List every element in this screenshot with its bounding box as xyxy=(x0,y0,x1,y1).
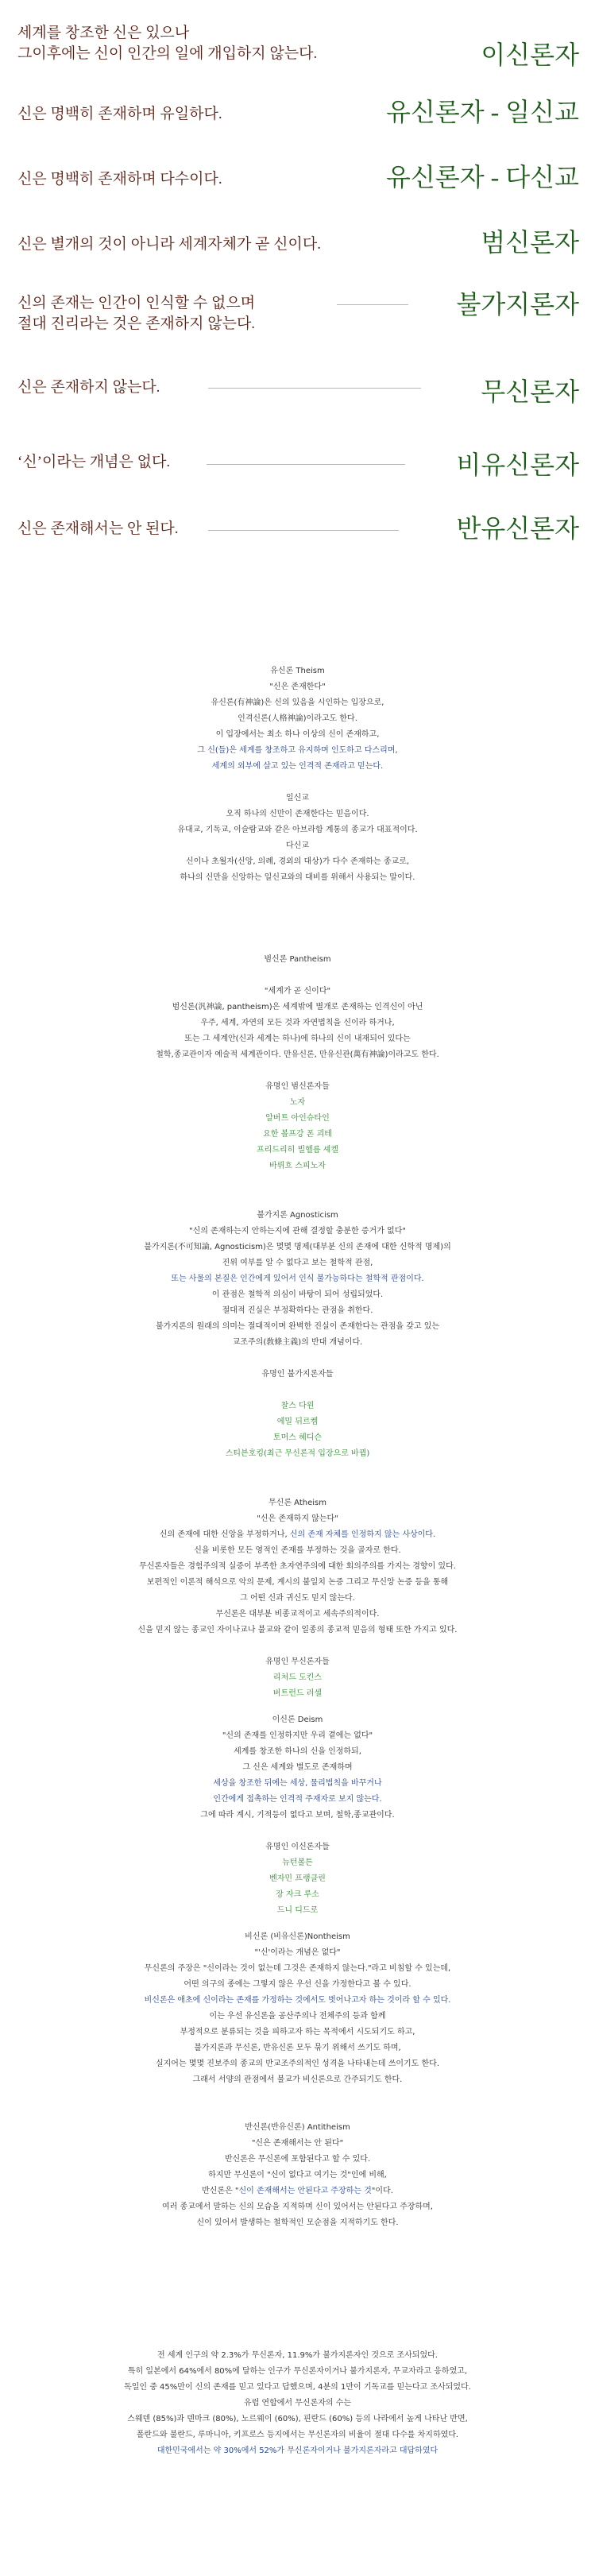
definition-desc: 그이후에는 신이 인간의 일에 개입하지 않는다. xyxy=(17,45,318,62)
text-line: 전 세계 인구의 약 2.3%가 무신론자, 11.9%가 불가지론자인 것으로 조사되었다. xyxy=(157,2351,438,2360)
text-line: 반신론은 무신론에 포함된다고 할 수 있다. xyxy=(224,2155,371,2164)
highlight-span: 신의 존재 자체를 인정하지 않는 사상이다. xyxy=(289,1530,436,1539)
definition-desc: 신은 별개의 것이 아니라 세계자체가 곧 신이다. xyxy=(17,236,321,253)
famous-person: 알버트 아인슈타인 xyxy=(265,1114,330,1123)
section-quote: "신은 존재하지 않는다" xyxy=(257,1514,338,1523)
text-line: 우주, 세계, 자연의 모든 것과 자연법칙을 신이라 하거나, xyxy=(200,1019,395,1027)
section-quote: "신은 존재한다" xyxy=(269,683,326,691)
definition-desc: 신의 존재는 인간이 인식할 수 없으며 xyxy=(17,295,256,311)
definition-desc: 세계를 창조한 신은 있으나 xyxy=(17,25,190,41)
text-line: 하나의 신만을 신앙하는 일신교와의 대비를 위해서 사용되는 말이다. xyxy=(180,873,415,882)
section-title: 비신론 (비유신론)Nontheism xyxy=(245,1932,350,1941)
famous-title: 유명인 불가지론자들 xyxy=(261,1370,334,1379)
famous-person: 버트런드 러셀 xyxy=(272,1689,323,1698)
famous-person: 바뤼흐 스피노자 xyxy=(269,1162,326,1170)
text-line: 신을 비롯한 모든 영적인 존재를 부정하는 것을 골자로 한다. xyxy=(194,1546,401,1555)
highlight-line: 대한민국에서는 약 30%에서 52%가 무신론자이거나 불가지론자라고 대답하였다 xyxy=(156,2446,439,2455)
text-line: 오직 하나의 신만이 존재한다는 믿음이다. xyxy=(226,810,369,818)
definition-desc: 신은 명백히 존재하며 유일하다. xyxy=(17,106,222,122)
text-line: 범신론(汎神論, pantheism)은 세계밖에 별개로 존재하는 인격신이 아닌 xyxy=(172,1003,423,1011)
text-line: 또는 그 세계안(신과 세계는 하나)에 하나의 신이 내재되어 있다는 xyxy=(184,1035,411,1043)
definition-desc: ‘신’이라는 개념은 없다. xyxy=(17,454,171,470)
text-line: 특히 일본에서 64%에서 80%에 달하는 인구가 무신론자이거나 불가지론자, 무교자라고 응하였고, xyxy=(127,2367,468,2376)
divider-line xyxy=(337,304,408,305)
text-line: 그에 따라 계시, 기적등이 없다고 보며, 철학,종교관이다. xyxy=(200,1811,395,1820)
text-line: 불가지론과 무신론, 반유신론 모두 묶기 위해서 쓰기도 하며, xyxy=(194,2044,401,2052)
definition-desc: 신은 존재해서는 안 된다. xyxy=(17,520,179,537)
famous-title: 유명인 이신론자들 xyxy=(265,1843,330,1851)
highlight-line: 또는 사물의 본질은 인간에게 있어서 인식 불가능하다는 철학적 관점이다. xyxy=(171,1274,424,1283)
section-title: 반신론(반유신론) Antitheism xyxy=(245,2123,350,2132)
section-statistics xyxy=(0,2348,595,2459)
divider-line xyxy=(208,388,421,389)
definition-polytheist xyxy=(17,159,579,199)
section-title: 유신론 Theism xyxy=(270,667,325,675)
definition-atheist xyxy=(17,367,579,407)
text-line-mixed xyxy=(0,2183,595,2199)
definition-desc: 절대 진리라는 것은 존재하지 않는다. xyxy=(17,315,256,332)
text-span: 신의 존재에 대한 신앙을 부정하거나, xyxy=(159,1530,290,1539)
definition-agnostic xyxy=(17,286,579,350)
famous-person: 토머스 헤디슨 xyxy=(272,1433,323,1442)
text-line: 유신론(有神論)은 신의 있음을 시인하는 입장으로, xyxy=(211,698,384,707)
text-line: 신을 믿지 않는 종교인 자이나교나 불교와 같이 일종의 종교적 믿음의 형태 또한 가지고 있다. xyxy=(137,1626,458,1634)
section-pantheism xyxy=(0,952,595,1174)
text-line: 불가지론(不可知論, Agnosticism)은 몇몇 명제(대부분 신의 존재에 대한 신학적 명제)의 xyxy=(144,1243,451,1251)
text-line: 진위 여부를 알 수 없다고 보는 철학적 관점, xyxy=(222,1259,373,1267)
section-title: 무신론 Atheism xyxy=(269,1499,326,1507)
famous-person: 뉴턴볼튼 xyxy=(282,1859,313,1867)
highlight-line: 세상을 창조한 뒤에는 세상, 물리법칙을 바꾸거나 xyxy=(213,1779,382,1788)
definition-desc: 신은 존재하지 않는다. xyxy=(17,379,160,396)
famous-person: 노자 xyxy=(289,1098,306,1107)
definition-pantheist xyxy=(17,224,579,264)
text-line: 절대적 진실은 부정확하다는 관점을 취한다. xyxy=(222,1306,373,1315)
famous-person: 찰스 다윈 xyxy=(280,1402,315,1410)
definition-term: 불가지론자 xyxy=(456,290,579,319)
section-quote: "신의 존재를 인정하지만 우리 곁에는 없다" xyxy=(222,1731,373,1740)
text-line: 독일인 중 45%만이 신의 존재를 믿고 있다고 답했으며, 4분의 1만이 기독교를 믿는다고 조사되었다. xyxy=(124,2383,471,2392)
definition-term: 범신론자 xyxy=(481,228,579,257)
text-line: 세계를 창조한 하나의 신을 인정하되, xyxy=(234,1747,361,1756)
definition-term: 유신론자 - 다신교 xyxy=(385,163,579,191)
famous-person: 리처드 도킨스 xyxy=(272,1673,323,1682)
text-line: 철학,종교관이자 예술적 세계관이다. 만유신론, 만유신관(萬有神論)이라고도 한다. xyxy=(156,1050,439,1059)
famous-person: 스티븐호킹(최근 무신론적 입장으로 바뀜) xyxy=(225,1449,370,1458)
definition-term: 유신론자 - 일신교 xyxy=(385,98,579,126)
text-line: 보편적인 이론적 해석으로 악의 문제, 계시의 불일치 논증 그리고 무신앙 논증 등을 통해 xyxy=(146,1578,449,1587)
text-line: 스웨덴 (85%)과 덴마크 (80%), 노르웨이 (60%), 핀란드 (60%) 등의 나라에서 높게 나타난 반면, xyxy=(127,2415,468,2423)
text-line: 이는 우선 유신론을 공산주의나 전체주의 등과 함께 xyxy=(209,2012,386,2021)
definition-term: 반유신론자 xyxy=(456,514,579,543)
famous-person: 장 자크 루소 xyxy=(276,1890,319,1899)
section-nontheism xyxy=(0,1929,595,2088)
text-line: 인격신론(人格神論)이라고도 한다. xyxy=(238,714,357,723)
text-line: 폴란드와 불란드, 루마니아, 키프로스 등지에서는 무신론자의 비율이 절대 다수를 차지하였다. xyxy=(136,2431,459,2439)
famous-person: 요한 볼프강 폰 괴테 xyxy=(263,1130,332,1139)
definition-term: 무신론자 xyxy=(481,377,579,406)
text-line: 하지만 무신론이 "신이 없다고 여기는 것"인에 비해, xyxy=(208,2171,387,2180)
definition-antitheist xyxy=(17,510,579,550)
section-quote: "신의 존재하는지 안하는지에 관해 결정할 충분한 증거가 없다" xyxy=(189,1227,406,1236)
famous-person: 드니 디드로 xyxy=(276,1906,319,1915)
famous-title: 유명인 범신론자들 xyxy=(265,1082,330,1091)
section-quote: "'신'이라는 개념은 없다" xyxy=(254,1948,341,1957)
famous-person: 벤자민 프랭클린 xyxy=(269,1874,326,1883)
text-line: 유대교, 기독교, 이슬람교와 같은 아브라함 계통의 종교가 대표적이다. xyxy=(177,826,418,834)
definition-monotheist xyxy=(17,94,579,133)
divider-line xyxy=(207,464,405,465)
text-line: 신이 있어서 발생하는 철학적인 모순점을 지적하기도 한다. xyxy=(196,2218,399,2227)
section-theism xyxy=(0,663,595,886)
text-line: 부정적으로 분류되는 것을 피하고자 하는 목적에서 시도되기도 하고, xyxy=(180,2028,415,2036)
famous-person: 프리드리히 빌헬름 셰켈 xyxy=(257,1146,338,1155)
section-deism xyxy=(0,1712,595,1919)
subsection-title: 일신교 xyxy=(286,794,309,803)
text-line: 이 관점은 철학적 의심이 바탕이 되어 성립되었다. xyxy=(211,1290,384,1299)
text-line: 그래서 서양의 관점에서 불교가 비신론으로 간주되기도 한다. xyxy=(192,2075,403,2084)
text-line: 여러 종교에서 말하는 신의 모습을 지적하며 신이 있어서는 안된다고 주장하며, xyxy=(162,2203,433,2211)
famous-title: 유명인 무신론자들 xyxy=(265,1657,330,1666)
definition-desc: 신은 명백히 존재하며 다수이다. xyxy=(17,171,222,188)
text-line: 신이나 초월자(신앙, 의례, 경외의 대상)가 다수 존재하는 종교로, xyxy=(185,857,410,866)
section-title: 이신론 Deism xyxy=(272,1715,323,1724)
text-line: 교조주의(敎條主義)의 반대 개념이다. xyxy=(232,1338,363,1347)
section-atheism xyxy=(0,1495,595,1702)
section-title: 불가지론 Agnosticism xyxy=(257,1211,338,1220)
highlight-line: 인간에게 접촉하는 인격적 주재자로 보지 않는다. xyxy=(213,1795,382,1804)
text-line: 그 어떤 신과 귀신도 믿지 않는다. xyxy=(240,1594,355,1603)
text-line-mixed xyxy=(0,1527,595,1543)
text-span: "이다. xyxy=(371,2187,393,2195)
highlight-line: 비신론은 애초에 신이라는 존재를 가정하는 것에서도 벗어나고자 하는 것이라 할 수 있다. xyxy=(144,1996,451,2005)
section-quote: "신은 존재해서는 안 된다" xyxy=(251,2139,344,2148)
text-line: 이 입장에서는 최소 하나 이상의 신이 존재하고, xyxy=(215,730,380,739)
definition-nontheist xyxy=(17,443,579,483)
text-line: 불가지론의 원래의 의미는 절대적이며 완벽한 진실이 존재한다는 관점을 갖고 있는 xyxy=(155,1322,440,1331)
section-antitheism xyxy=(0,2120,595,2231)
subsection-title: 다신교 xyxy=(286,841,309,850)
text-line: 무신론자들은 경험주의적 실증이 부족한 초자연주의에 대한 회의주의를 가지는 경향이 있다. xyxy=(139,1562,456,1571)
text-line: 무신론의 주장은 "신이라는 것이 없는데 그것은 존재하지 않는다."라고 비침할 수 있는데, xyxy=(144,1964,451,1973)
divider-line xyxy=(208,530,399,531)
text-line: 어떤 의구의 종에는 그렇지 않은 우선 신을 가정한다고 볼 수 있다. xyxy=(184,1980,411,1989)
text-line: 그 신은 세계와 별도로 존재하며 xyxy=(242,1763,353,1772)
definition-deist xyxy=(17,24,579,87)
section-title: 범신론 Pantheism xyxy=(264,955,331,964)
text-span: 반신론은 " xyxy=(202,2187,239,2195)
highlight-span: 신이 존재해서는 안된다고 주장하는 것 xyxy=(238,2187,372,2195)
text-line: 실지어는 몇몇 진보주의 종교의 반교조주의적인 성격을 나타내는데 쓰이기도 한다. xyxy=(155,2060,440,2068)
section-quote: "세계가 곧 신이다" xyxy=(264,987,331,996)
famous-person: 에밀 뒤르켐 xyxy=(276,1418,319,1426)
highlight-line: 세계의 외부에 살고 있는 인격적 존재라고 믿는다. xyxy=(211,762,384,771)
text-line: 무신론은 대부분 비종교적이고 세속주의적이다. xyxy=(215,1610,380,1619)
section-agnosticism xyxy=(0,1208,595,1462)
definition-term: 이신론자 xyxy=(481,41,579,69)
text-line: 유럽 연합에서 무신론자의 수는 xyxy=(243,2399,352,2408)
definition-term: 비유신론자 xyxy=(456,451,579,479)
highlight-line: 그 신(들)은 세계를 창조하고 유지하며 인도하고 다스리며, xyxy=(197,746,398,755)
